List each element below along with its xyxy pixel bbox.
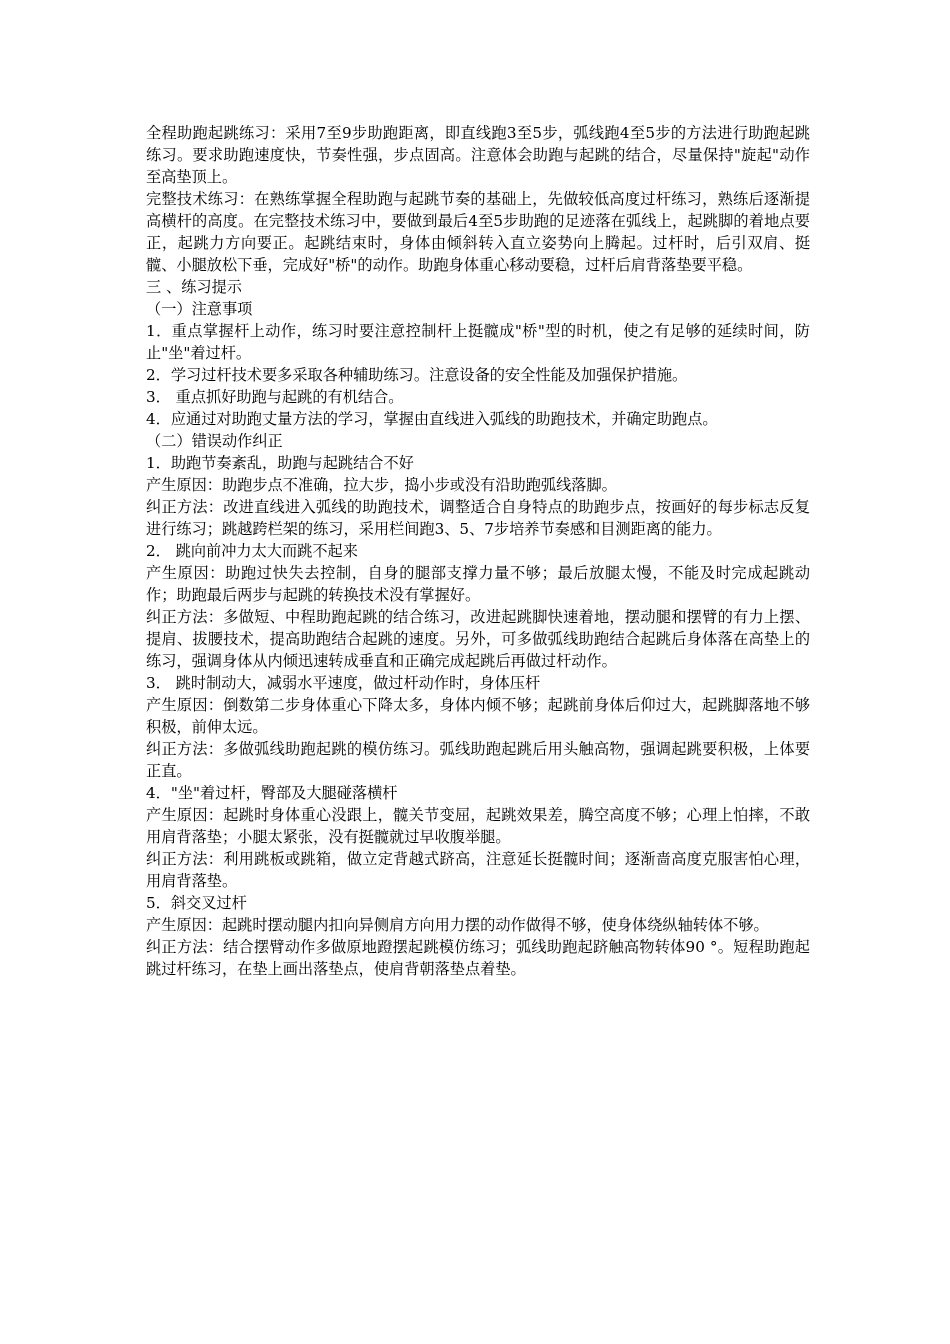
error-3-cause: 产生原因：倒数第二步身体重心下降太多，身体内倾不够；起跳前身体后仰过大，起跳脚落地不够积极，前伸太远。 [146, 696, 810, 736]
error-3-title: 3． 跳时制动大，减弱水平速度，做过杆动作时，身体压杆 [146, 674, 541, 692]
error-2-correction: 纠正方法：多做短、中程助跑起跳的结合练习，改进起跳脚快速着地，摆动腿和摆臂的有力上摆、提肩、拔腰技术，提高助跑结合起跳的速度。另外，可多做弧线助跑结合起跳后身体落在高垫上的练习，强调身体从内倾迅速转成垂直和正确完成起跳后再做过杆动作。 [146, 608, 810, 670]
error-4-correction: 纠正方法：利用跳板或跳箱，做立定背越式跻高，注意延长挺髋时间；逐渐啬高度克服害怕心理，用肩背落垫。 [146, 850, 810, 890]
note-item-4: 4．应通过对助跑丈量方法的学习，掌握由直线进入弧线的助跑技术，并确定助跑点。 [146, 410, 718, 428]
subsection-heading-error-correction: （二）错误动作纠正 [146, 432, 283, 450]
note-item-3: 3． 重点抓好助跑与起跳的有机结合。 [146, 388, 404, 406]
subsection-heading-notes: （一）注意事项 [146, 300, 253, 318]
paragraph-complete-technique-drill: 完整技术练习：在熟练掌握全程助跑与起跳节奏的基础上，先做较低高度过杆练习，熟练后逐渐提高横杆的高度。在完整技术练习中，要做到最后4至5步助跑的足迹落在弧线上，起跳脚的着地点要正，起跳力方向要正。起跳结束时，身体由倾斜转入直立姿势向上腾起。过杆时，后引双肩、挺髋、小腿放松下垂，完成好"桥"的动作。助跑身体重心移动要稳，过杆后肩背落垫要平稳。 [146, 190, 810, 274]
error-2-title: 2． 跳向前冲力太大而跳不起来 [146, 542, 358, 560]
error-1-correction: 纠正方法：改进直线进入弧线的助跑技术，调整适合自身特点的助跑步点，按画好的每步标志反复进行练习；跳越跨栏架的练习，采用栏间跑3、5、7步培养节奏感和目测距离的能力。 [146, 498, 810, 538]
error-1-cause: 产生原因：助跑步点不准确，拉大步，捣小步或没有沿助跑弧线落脚。 [146, 476, 617, 494]
error-4-cause: 产生原因：起跳时身体重心没跟上，髋关节变屈，起跳效果差，腾空高度不够；心理上怕摔，不敢用肩背落垫；小腿太紧张，没有挺髋就过早收腹举腿。 [146, 806, 810, 846]
section-heading-practice-tips: 三 、练习提示 [146, 278, 242, 296]
error-5-correction: 纠正方法：结合摆臂动作多做原地蹬摆起跳模仿练习；弧线助跑起跻触高物转体90 °。短程助跑起跳过杆练习，在垫上画出落垫点，使肩背朝落垫点着垫。 [146, 938, 810, 978]
error-5-cause: 产生原因：起跳时摆动腿内扣向异侧肩方向用力摆的动作做得不够，使身体绕纵轴转体不够。 [146, 916, 769, 934]
error-3-correction: 纠正方法：多做弧线助跑起跳的模仿练习。弧线助跑起跳后用头触高物，强调起跳要积极，上体要正直。 [146, 740, 810, 780]
error-5-title: 5．斜交叉过杆 [146, 894, 247, 912]
error-1-title: 1．助跑节奏紊乱，助跑与起跳结合不好 [146, 454, 414, 472]
paragraph-full-approach-drill: 全程助跑起跳练习：采用7至9步助跑距离，即直线跑3至5步，弧线跑4至5步的方法进行助跑起跳练习。要求助跑速度快，节奏性强，步点固高。注意体会助跑与起跳的结合，尽量保持"旋起"动作至高垫顶上。 [146, 124, 810, 186]
error-4-title: 4．"坐"着过杆，臀部及大腿碰落横杆 [146, 784, 398, 802]
document-body [146, 122, 810, 980]
note-item-2: 2．学习过杆技术要多采取各种辅助练习。注意设备的安全性能及加强保护措施。 [146, 366, 688, 384]
note-item-1: 1．重点掌握杆上动作，练习时要注意控制杆上挺髋成"桥"型的时机，使之有足够的延续时间，防止"坐"着过杆。 [146, 322, 810, 362]
error-2-cause: 产生原因：助跑过快失去控制，自身的腿部支撑力量不够；最后放腿太慢，不能及时完成起跳动作；助跑最后两步与起跳的转换技术没有掌握好。 [146, 564, 810, 604]
